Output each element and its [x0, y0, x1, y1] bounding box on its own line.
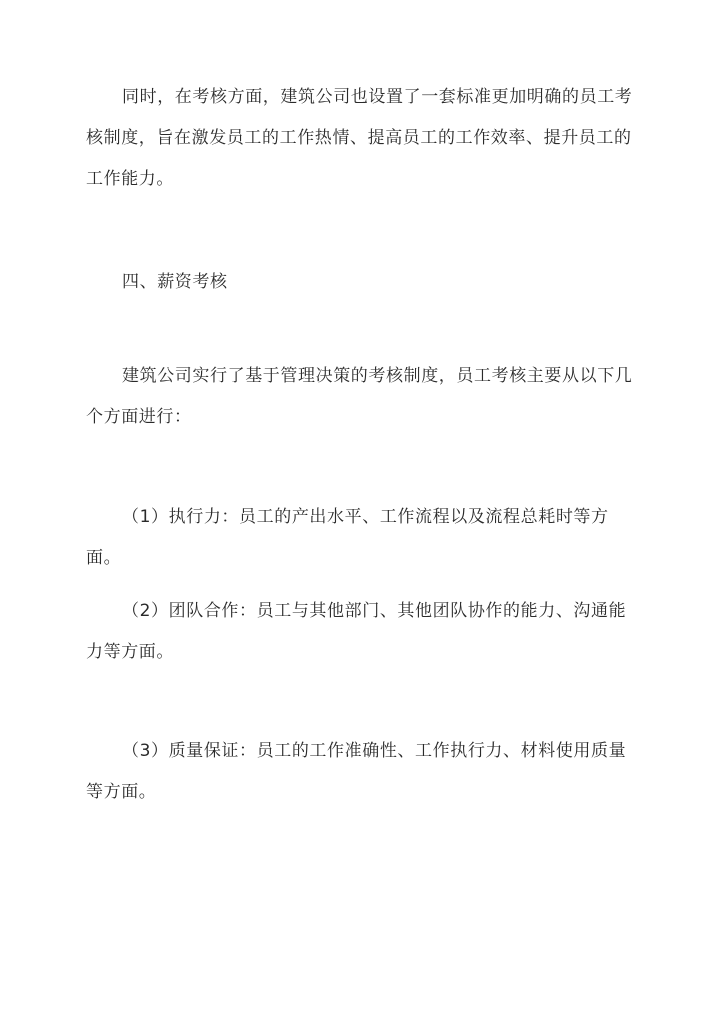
list-item-quality: （3）质量保证：员工的工作准确性、工作执行力、材料使用质量等方面。 — [86, 741, 627, 802]
paragraph-assessment-intro: 同时，在考核方面，建筑公司也设置了一套标准更加明确的员工考核制度，旨在激发员工的工作热情、提高员工的工作效率、提升员工的工作能力。 — [86, 87, 633, 189]
section-heading: 四、薪资考核 — [122, 272, 228, 292]
list-item-teamwork: （2）团队合作：员工与其他部门、其他团队协作的能力、沟通能力等方面。 — [86, 601, 627, 662]
list-item-execution: （1）执行力：员工的产出水平、工作流程以及流程总耗时等方面。 — [86, 507, 609, 568]
paragraph-assessment-system: 建筑公司实行了基于管理决策的考核制度，员工考核主要从以下几个方面进行： — [86, 366, 633, 427]
